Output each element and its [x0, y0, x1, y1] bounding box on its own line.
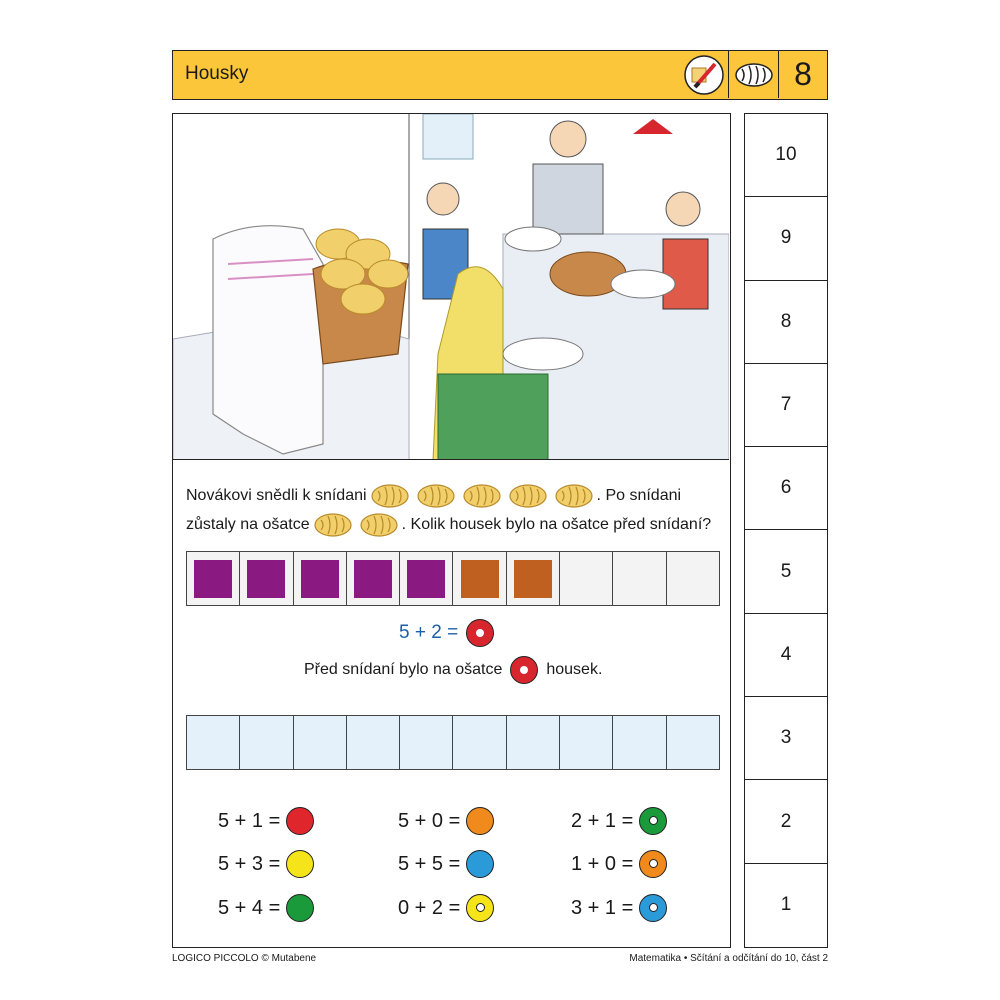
exercise-text: 3 + 1 = — [571, 896, 634, 919]
grid-cell — [187, 552, 240, 605]
color-ring-icon — [639, 850, 667, 878]
grid-cell — [667, 552, 719, 605]
answer-cell[interactable]: 8 — [745, 281, 827, 364]
color-dot-icon — [286, 807, 314, 835]
exercise-item — [398, 807, 494, 835]
counter-square — [461, 560, 499, 598]
answer-cell[interactable]: 4 — [745, 614, 827, 697]
grid-cell — [240, 552, 293, 605]
bun-icon — [310, 509, 356, 541]
eaten-buns-group — [367, 480, 597, 512]
exercise-text: 2 + 1 = — [571, 809, 634, 832]
color-ring-icon — [639, 807, 667, 835]
color-dot-icon — [286, 850, 314, 878]
color-dot-icon — [466, 850, 494, 878]
answer-ring-icon — [466, 619, 494, 647]
grid-cell[interactable] — [560, 716, 613, 769]
answer-cell[interactable]: 2 — [745, 780, 827, 863]
grid-cell[interactable] — [507, 716, 560, 769]
problem-text: zůstaly na ošatce — [186, 516, 310, 533]
main-equation — [399, 619, 494, 647]
exercise-text: 1 + 0 = — [571, 852, 634, 875]
exercise-text: 5 + 1 = — [218, 809, 281, 832]
left-buns-group — [310, 509, 402, 541]
exercise-item — [571, 807, 667, 835]
problem-text: Novákovi snědli k snídani — [186, 487, 367, 504]
color-dot-icon — [286, 894, 314, 922]
sentence-text: housek. — [546, 661, 603, 678]
answer-ring-icon — [510, 656, 538, 684]
problem-line-1 — [186, 480, 681, 512]
exercise-item — [571, 894, 667, 922]
grid-cell — [507, 552, 560, 605]
bun-icon — [551, 480, 597, 512]
page-number: 8 — [794, 56, 812, 92]
grid-cell — [560, 552, 613, 605]
exercise-text: 5 + 5 = — [398, 852, 461, 875]
footer-publisher: LOGICO PICCOLO © Mutabene — [172, 953, 317, 964]
pencil-icon — [678, 51, 730, 98]
bun-icon — [356, 509, 402, 541]
answer-cell[interactable]: 9 — [745, 197, 827, 280]
grid-cell[interactable] — [347, 716, 400, 769]
color-ring-icon — [639, 894, 667, 922]
exercise-text: 5 + 3 = — [218, 852, 281, 875]
grid-cell[interactable] — [453, 716, 506, 769]
footer-subject: Matematika • Sčítání a odčítání do 10, část 2 — [629, 953, 828, 964]
exercise-text: 0 + 2 = — [398, 896, 461, 919]
bun-icon — [728, 51, 779, 98]
grid-cell[interactable] — [240, 716, 293, 769]
grid-cell — [453, 552, 506, 605]
worksheet-panel — [172, 113, 731, 948]
answer-cell[interactable]: 1 — [780, 894, 792, 916]
grid-cell — [294, 552, 347, 605]
problem-text: . Kolik housek bylo na ošatce před snídaní? — [401, 516, 712, 533]
counting-grid-filled — [186, 551, 720, 606]
answer-cell[interactable]: 10 — [745, 114, 827, 197]
breakfast-illustration — [173, 114, 729, 460]
bun-icon — [505, 480, 551, 512]
answer-cell[interactable]: 6 — [745, 447, 827, 530]
answer-column — [744, 113, 828, 948]
exercise-item — [571, 850, 667, 878]
exercise-text: 5 + 4 = — [218, 896, 281, 919]
grid-cell[interactable] — [667, 716, 719, 769]
grid-cell — [347, 552, 400, 605]
exercise-item — [398, 850, 494, 878]
grid-cell[interactable] — [294, 716, 347, 769]
page-title: Housky — [185, 63, 249, 84]
exercise-item — [398, 894, 494, 922]
counter-square — [514, 560, 552, 598]
problem-text: . Po snídani — [596, 487, 682, 504]
answer-cell[interactable]: 7 — [745, 364, 827, 447]
grid-cell — [613, 552, 666, 605]
counter-square — [354, 560, 392, 598]
bun-icon — [413, 480, 459, 512]
bun-icon — [367, 480, 413, 512]
answer-cell[interactable]: 3 — [745, 697, 827, 780]
answer-cell[interactable]: 5 — [745, 530, 827, 613]
grid-cell[interactable] — [400, 716, 453, 769]
grid-cell[interactable] — [613, 716, 666, 769]
counter-square — [247, 560, 285, 598]
equation-text: 5 + 2 = — [399, 622, 459, 643]
exercise-item — [218, 894, 314, 922]
sentence-text: Před snídaní bylo na ošatce — [304, 661, 503, 678]
grid-cell[interactable] — [187, 716, 240, 769]
exercise-text: 5 + 0 = — [398, 809, 461, 832]
counting-grid-empty — [186, 715, 720, 770]
counter-square — [407, 560, 445, 598]
counter-square — [301, 560, 339, 598]
answer-sentence — [304, 656, 602, 684]
exercise-item — [218, 807, 314, 835]
bun-icon — [459, 480, 505, 512]
color-dot-icon — [466, 807, 494, 835]
color-ring-icon — [466, 894, 494, 922]
grid-cell — [400, 552, 453, 605]
exercise-item — [218, 850, 314, 878]
problem-line-2 — [186, 509, 711, 541]
counter-square — [194, 560, 232, 598]
header-bar — [172, 50, 828, 100]
